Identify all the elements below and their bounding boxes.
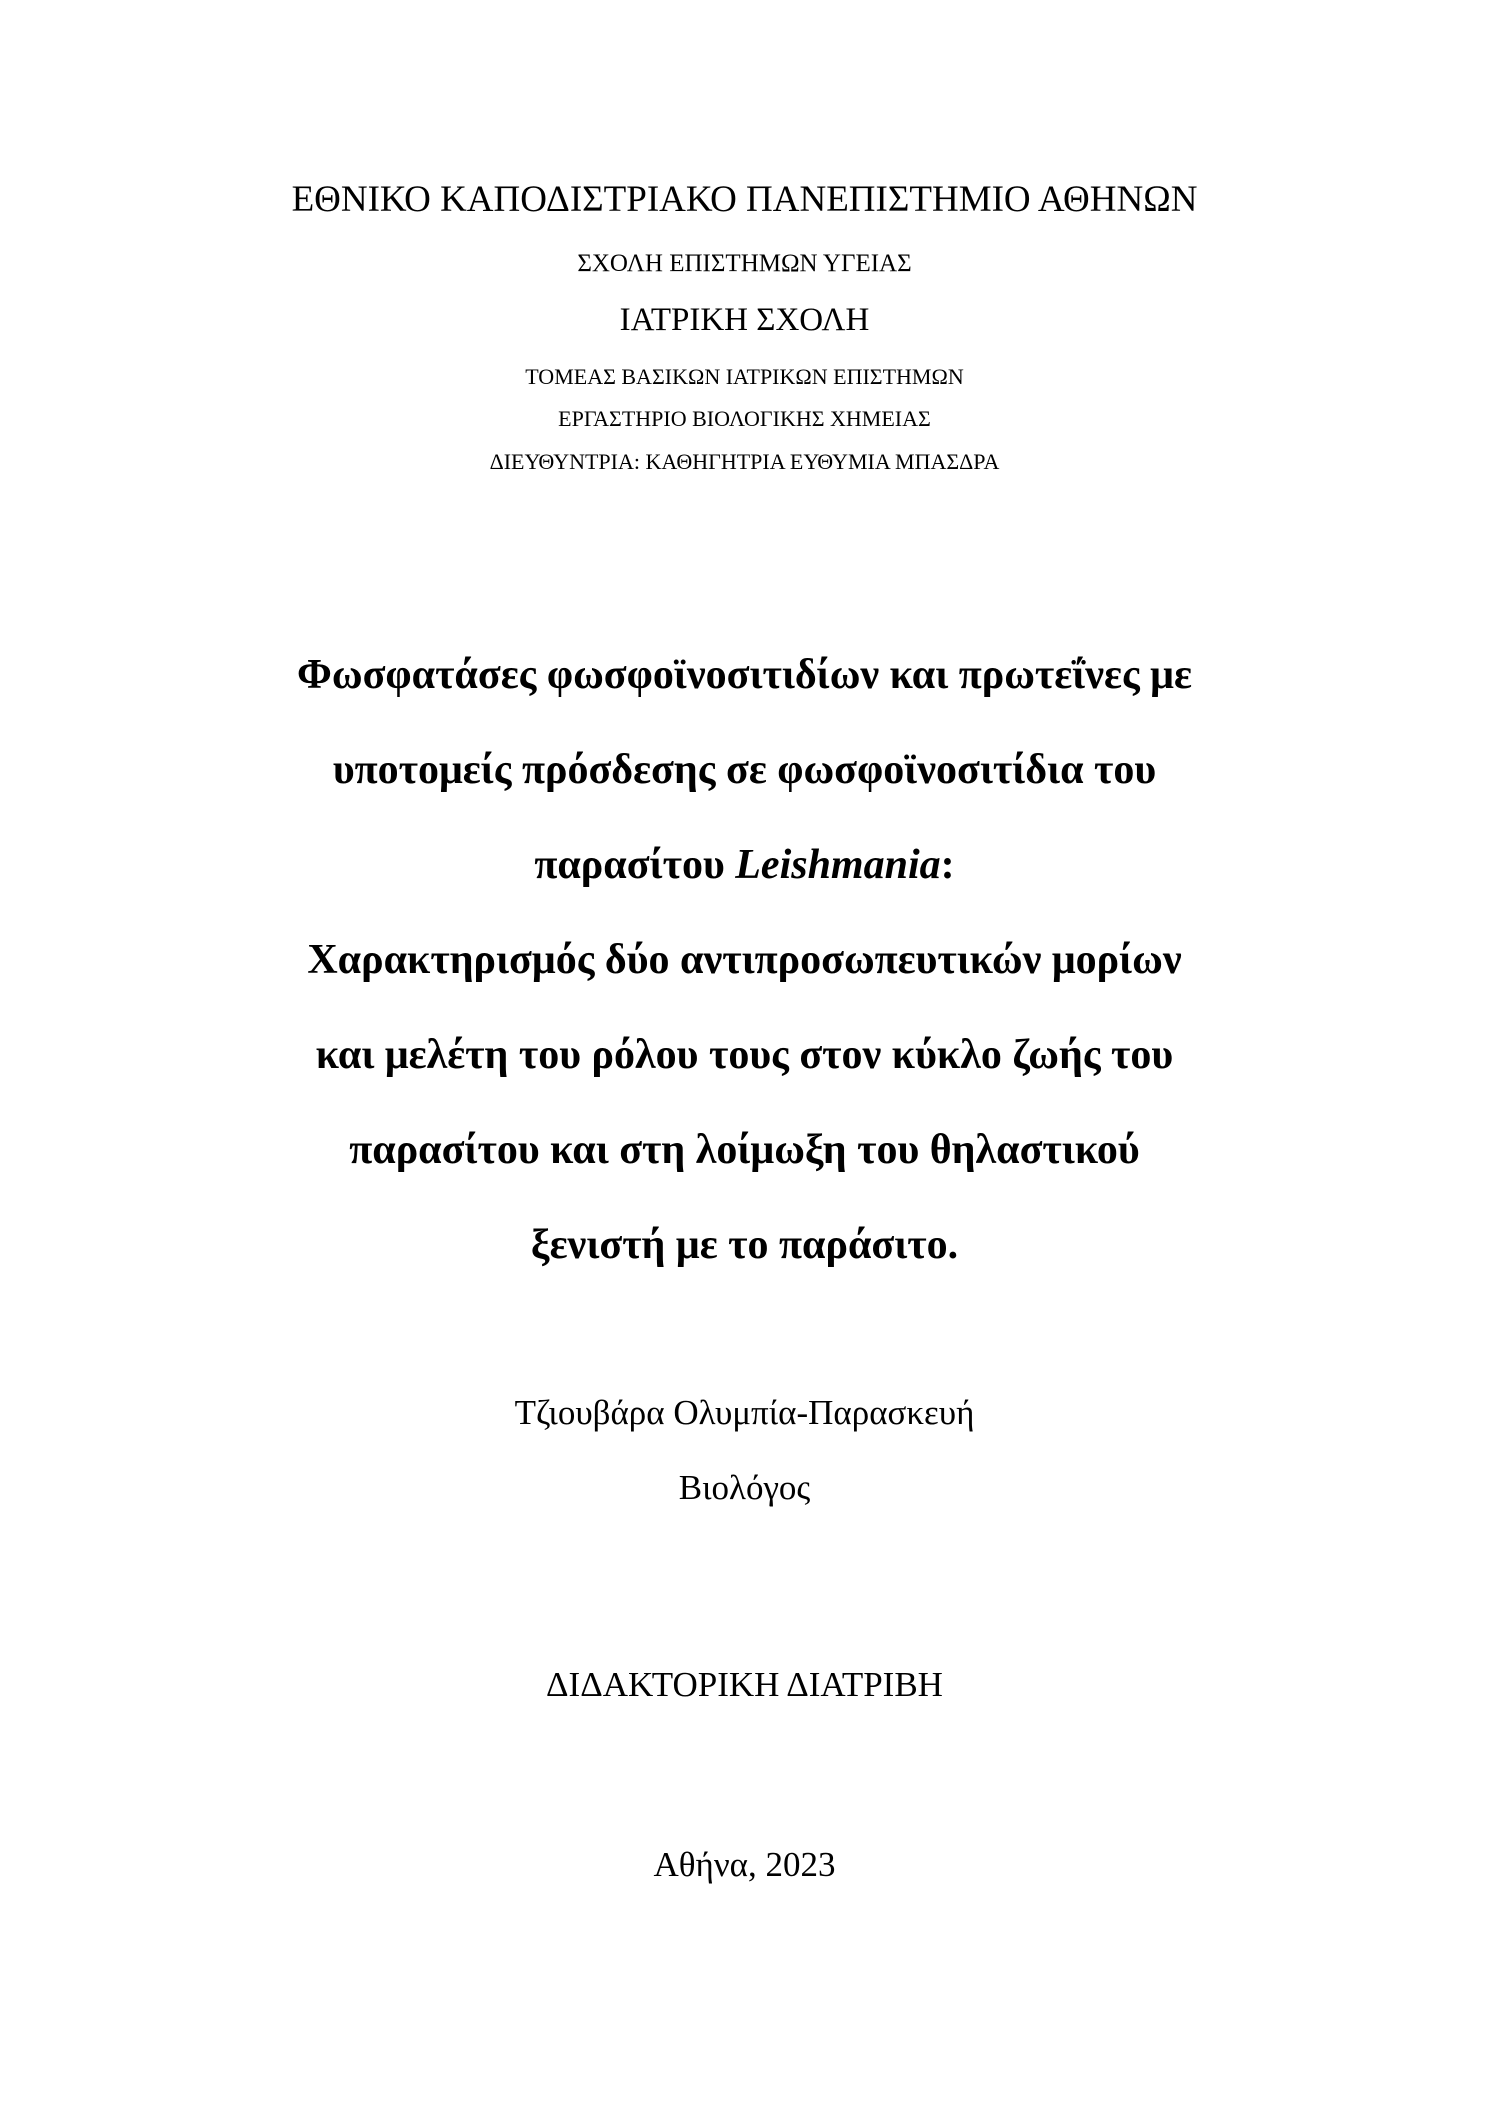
title-line: Φωσφατάσες φωσφοϊνοσιτιδίων και πρωτεΐνες με [297, 652, 1192, 698]
school-name: ΣΧΟΛΗ ΕΠΙΣΤΗΜΩΝ ΥΓΕΙΑΣ [577, 250, 912, 277]
university-name: ΕΘΝΙΚΟ ΚΑΠΟΔΙΣΤΡΙΑΚΟ ΠΑΝΕΠΙΣΤΗΜΙΟ ΑΘΗΝΩΝ [291, 179, 1198, 220]
title-line: ξενιστή με το παράσιτο. [530, 1222, 959, 1268]
title-line-suffix: : [940, 842, 955, 888]
title-line-prefix: παρασίτου [534, 842, 736, 888]
thesis-title [0, 628, 1489, 1293]
title-line: Χαρακτηρισμός δύο αντιπροσωπευτικών μορίων [307, 937, 1182, 983]
document-type: ΔΙΔΑΚΤΟΡΙΚΗ ΔΙΑΤΡΙΒΗ [546, 1665, 943, 1704]
title-line: παρασίτου και στη λοίμωξη του θηλαστικού [349, 1127, 1140, 1173]
title-italic-genus: Leishmania [735, 842, 941, 888]
faculty-name: ΙΑΤΡΙΚΗ ΣΧΟΛΗ [619, 302, 870, 338]
title-line [0, 818, 1489, 913]
author-profession: Βιολόγος [678, 1468, 811, 1507]
director-line: ΔΙΕΥΘΥΝΤΡΙΑ: ΚΑΘΗΓΗΤΡΙΑ ΕΥΘΥΜΙΑ ΜΠΑΣΔΡΑ [489, 449, 1000, 474]
laboratory-name: ΕΡΓΑΣΤΗΡΙΟ ΒΙΟΛΟΓΙΚΗΣ ΧΗΜΕΙΑΣ [558, 406, 931, 431]
sector-name: ΤΟΜΕΑΣ ΒΑΣΙΚΩΝ ΙΑΤΡΙΚΩΝ ΕΠΙΣΤΗΜΩΝ [525, 364, 964, 389]
place-date: Αθήνα, 2023 [653, 1845, 836, 1884]
title-line: και μελέτη του ρόλου τους στον κύκλο ζωής του [315, 1032, 1174, 1078]
title-line: υποτομείς πρόσδεσης σε φωσφοϊνοσιτίδια του [332, 747, 1157, 793]
author-name: Τζιουβάρα Ολυμπία-Παρασκευή [514, 1393, 975, 1432]
